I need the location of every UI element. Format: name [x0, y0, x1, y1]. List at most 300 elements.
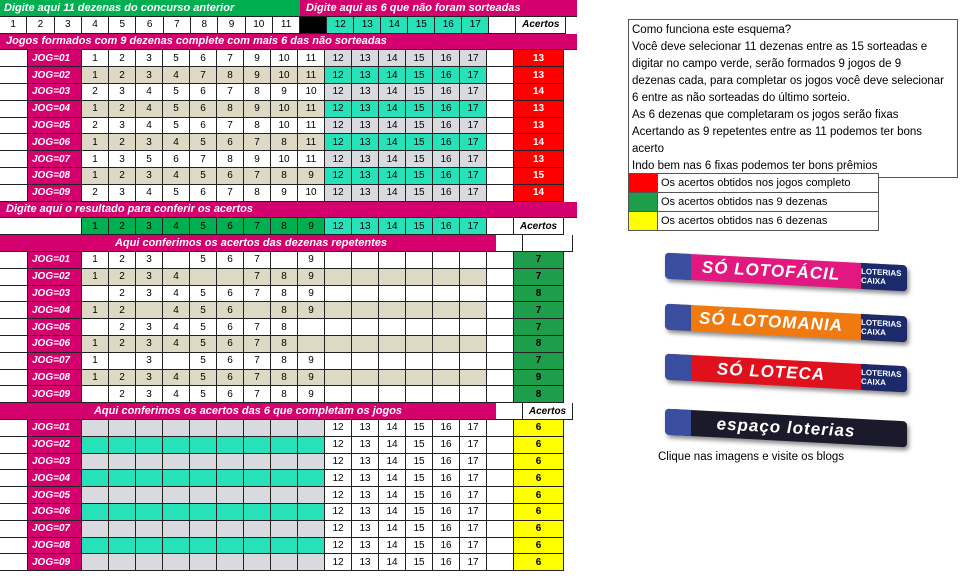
game-number: 10: [271, 67, 298, 84]
empty-cell: [379, 370, 406, 387]
nine-hits-badge: 7: [514, 302, 564, 319]
six-number: 16: [433, 504, 460, 521]
input-cell[interactable]: 8: [191, 17, 218, 34]
empty-cell: [82, 554, 109, 571]
hit-cell: 9: [298, 370, 325, 387]
game-number: 3: [109, 118, 136, 135]
empty-cell: [190, 470, 217, 487]
empty-cell: [433, 286, 460, 303]
empty-cell: [460, 370, 487, 387]
section1-table-row: [0, 151, 577, 168]
empty-cell: [136, 504, 163, 521]
empty-cell: [298, 521, 325, 538]
hit-cell: [163, 252, 190, 269]
empty-cell: [406, 302, 433, 319]
left-margin-cell: [0, 386, 28, 403]
section1-table-row: [0, 118, 577, 135]
result-input-cell[interactable]: 3: [136, 218, 163, 235]
spacer-cell: [487, 134, 514, 151]
input-cell[interactable]: 3: [55, 17, 82, 34]
result-input-cell[interactable]: 7: [244, 218, 271, 235]
six-number: 14: [379, 454, 406, 471]
empty-cell: [244, 538, 271, 555]
six-number: 13: [352, 454, 379, 471]
hit-cell: 2: [109, 319, 136, 336]
hit-cell: 8: [271, 370, 298, 387]
legend-text: Os acertos obtidos nas 6 dezenas: [661, 215, 828, 227]
hit-cell: 4: [163, 302, 190, 319]
spacer-cell: [487, 252, 514, 269]
blog-banner-link[interactable]: [665, 409, 907, 448]
game-extra-number: 14: [379, 168, 406, 185]
empty-cell: [406, 286, 433, 303]
hit-cell: 8: [271, 386, 298, 403]
empty-cell: [82, 420, 109, 437]
blog-banner-link[interactable]: [665, 304, 907, 343]
instructions-box: [628, 19, 958, 178]
game-number: 5: [163, 101, 190, 118]
section1-title-row: [0, 34, 577, 51]
hit-cell: 2: [109, 370, 136, 387]
game-number: 5: [190, 134, 217, 151]
hit-cell: 2: [109, 252, 136, 269]
input-cell[interactable]: 4: [82, 17, 109, 34]
empty-cell: [190, 554, 217, 571]
result-input-cell[interactable]: 4: [163, 218, 190, 235]
total-hits-badge: 13: [514, 67, 564, 84]
game-label: JOG=05: [28, 487, 82, 504]
result-extra-cell[interactable]: 14: [379, 218, 406, 235]
empty-cell: [163, 521, 190, 538]
six-number: 13: [352, 420, 379, 437]
hit-cell: 1: [82, 370, 109, 387]
nine-hits-badge: 7: [514, 353, 564, 370]
empty-cell: [136, 420, 163, 437]
result-extra-cell[interactable]: 16: [433, 218, 460, 235]
game-number: 5: [163, 185, 190, 202]
empty-cell: [82, 538, 109, 555]
left-margin-cell: [0, 118, 28, 135]
game-number: 4: [136, 84, 163, 101]
empty-cell: [298, 554, 325, 571]
six-number: 12: [325, 420, 352, 437]
empty-cell: [109, 504, 136, 521]
input-extra-cell[interactable]: 15: [408, 17, 435, 34]
left-margin-cell: [0, 353, 28, 370]
six-number: 13: [352, 538, 379, 555]
empty-cell: [298, 504, 325, 521]
section2-table-row: [0, 319, 577, 336]
game-number: 8: [271, 168, 298, 185]
empty-cell: [163, 554, 190, 571]
empty-cell: [325, 269, 352, 286]
game-number: 9: [244, 151, 271, 168]
game-extra-number: 16: [433, 118, 460, 135]
six-number: 16: [433, 487, 460, 504]
game-extra-number: 12: [325, 168, 352, 185]
blog-banner-link[interactable]: [665, 253, 907, 292]
spacer-cell: [487, 218, 514, 235]
input-cell[interactable]: 7: [164, 17, 191, 34]
empty-cell: [298, 538, 325, 555]
legend-item: [629, 193, 878, 212]
left-margin-cell: [0, 454, 28, 471]
spacer-cell: [487, 168, 514, 185]
hit-cell: 9: [298, 386, 325, 403]
empty-cell: [82, 454, 109, 471]
hit-cell: 5: [190, 319, 217, 336]
game-label: JOG=06: [28, 134, 82, 151]
spacer-cell: [487, 370, 514, 387]
empty-cell: [190, 538, 217, 555]
empty-cell: [136, 437, 163, 454]
empty-cell: [217, 487, 244, 504]
section2-table-row: [0, 302, 577, 319]
game-extra-number: 12: [325, 50, 352, 67]
instruction-line: Indo bem nas 6 fixas podemos ter bons prêmios: [632, 160, 878, 172]
result-input-cell[interactable]: 9: [298, 218, 325, 235]
empty-cell: [433, 353, 460, 370]
empty-cell: [433, 302, 460, 319]
six-number: 16: [433, 454, 460, 471]
empty-cell: [217, 538, 244, 555]
game-number: 5: [136, 151, 163, 168]
left-margin-cell: [0, 101, 28, 118]
game-number: 1: [82, 67, 109, 84]
banner-caixa-logo: LOTERIAS CAIXA: [861, 263, 907, 291]
banner-caixa-logo: LOTERIAS CAIXA: [861, 314, 907, 342]
game-extra-number: 16: [433, 101, 460, 118]
hit-cell: 4: [163, 370, 190, 387]
six-hits-badge: 6: [514, 454, 564, 471]
hit-cell: 7: [244, 386, 271, 403]
six-number: 14: [379, 420, 406, 437]
hit-cell: 3: [136, 269, 163, 286]
spacer-cell: [487, 319, 514, 336]
six-number: 16: [433, 521, 460, 538]
empty-cell: [271, 487, 298, 504]
game-number: 3: [109, 84, 136, 101]
result-input-cell[interactable]: 8: [271, 218, 298, 235]
empty-cell: [325, 386, 352, 403]
hit-cell: 6: [217, 353, 244, 370]
empty-cell: [217, 420, 244, 437]
empty-cell: [109, 538, 136, 555]
spacer-cell: [487, 454, 514, 471]
six-number: 12: [325, 538, 352, 555]
game-extra-number: 17: [460, 168, 487, 185]
empty-cell: [271, 454, 298, 471]
six-number: 15: [406, 487, 433, 504]
empty-cell: [163, 487, 190, 504]
result-input-cell[interactable]: 2: [109, 218, 136, 235]
six-number: 15: [406, 437, 433, 454]
empty-cell: [325, 302, 352, 319]
six-hits-badge: 6: [514, 521, 564, 538]
game-number: 7: [217, 185, 244, 202]
six-number: 13: [352, 487, 379, 504]
empty-cell: [271, 521, 298, 538]
hit-cell: [82, 386, 109, 403]
spacer-cell: [487, 554, 514, 571]
empty-cell: [406, 269, 433, 286]
empty-cell: [109, 554, 136, 571]
empty-cell: [460, 336, 487, 353]
section3-title-row: [0, 403, 577, 420]
six-hits-badge: 6: [514, 554, 564, 571]
game-label: JOG=09: [28, 185, 82, 202]
spacer-cell: [487, 353, 514, 370]
game-extra-number: 16: [433, 67, 460, 84]
game-extra-number: 17: [460, 84, 487, 101]
six-number: 15: [406, 554, 433, 571]
six-number: 17: [460, 554, 487, 571]
empty-cell: [460, 252, 487, 269]
game-number: 11: [298, 134, 325, 151]
input-extra-cell[interactable]: 13: [354, 17, 381, 34]
six-number: 12: [325, 470, 352, 487]
spacer-cell: [487, 50, 514, 67]
hit-cell: [298, 319, 325, 336]
left-margin-cell: [0, 319, 28, 336]
empty-cell: [352, 286, 379, 303]
game-number: 8: [244, 118, 271, 135]
empty-cell: [163, 538, 190, 555]
input-cell[interactable]: 11: [273, 17, 300, 34]
empty-cell: [379, 353, 406, 370]
game-number: 9: [244, 67, 271, 84]
left-margin-cell: [0, 521, 28, 538]
empty-cell: [433, 386, 460, 403]
hit-cell: 1: [82, 353, 109, 370]
game-label: JOG=07: [28, 353, 82, 370]
input-cell[interactable]: 5: [109, 17, 136, 34]
six-number: 12: [325, 521, 352, 538]
game-extra-number: 13: [352, 134, 379, 151]
empty-cell: [325, 252, 352, 269]
six-number: 15: [406, 538, 433, 555]
input-cell[interactable]: 6: [136, 17, 163, 34]
empty-cell: [217, 554, 244, 571]
game-number: 7: [190, 67, 217, 84]
hit-cell: 1: [82, 302, 109, 319]
game-number: 7: [244, 134, 271, 151]
game-label: JOG=02: [28, 67, 82, 84]
left-margin-cell: [0, 554, 28, 571]
input-cell[interactable]: 10: [246, 17, 273, 34]
game-label: JOG=07: [28, 521, 82, 538]
result-input-cell[interactable]: 6: [217, 218, 244, 235]
total-hits-badge: 15: [514, 168, 564, 185]
input-cell[interactable]: 1: [0, 17, 27, 34]
spacer-cell: [487, 269, 514, 286]
hit-cell: 3: [136, 386, 163, 403]
spacer-cell: [487, 185, 514, 202]
left-margin-cell: [0, 538, 28, 555]
input-extra-cell[interactable]: 12: [327, 17, 354, 34]
empty-cell: [352, 386, 379, 403]
six-hits-badge: 6: [514, 504, 564, 521]
section2-title: Aqui conferimos os acertos das dezenas repetentes: [0, 235, 496, 252]
hit-cell: [82, 319, 109, 336]
empty-cell: [82, 437, 109, 454]
empty-cell: [190, 437, 217, 454]
hit-cell: 3: [136, 370, 163, 387]
empty-cell: [163, 437, 190, 454]
empty-cell: [244, 487, 271, 504]
empty-cell: [244, 420, 271, 437]
hit-cell: 4: [163, 336, 190, 353]
empty-cell: [325, 370, 352, 387]
left-margin-cell: [0, 302, 28, 319]
empty-cell: [325, 286, 352, 303]
empty-cell: [379, 269, 406, 286]
empty-cell: [136, 454, 163, 471]
game-extra-number: 17: [460, 185, 487, 202]
hit-cell: 7: [244, 370, 271, 387]
game-extra-number: 13: [352, 168, 379, 185]
game-number: 2: [82, 185, 109, 202]
game-extra-number: 16: [433, 168, 460, 185]
six-number: 17: [460, 487, 487, 504]
blog-banner-link[interactable]: [665, 354, 907, 393]
game-number: 5: [163, 84, 190, 101]
empty-cell: [298, 454, 325, 471]
game-extra-number: 16: [433, 50, 460, 67]
section2-table-row: [0, 269, 577, 286]
result-extra-cell[interactable]: 17: [460, 218, 487, 235]
empty-cell: [352, 269, 379, 286]
result-row: [0, 218, 577, 235]
spacer-cell: [487, 84, 514, 101]
input-cell[interactable]: 2: [27, 17, 54, 34]
six-number: 16: [433, 420, 460, 437]
game-number: 11: [298, 118, 325, 135]
nine-hits-badge: 7: [514, 269, 564, 286]
section1-table-row: [0, 84, 577, 101]
result-extra-cell[interactable]: 12: [325, 218, 352, 235]
spacer-cell: [487, 118, 514, 135]
empty-cell: [136, 538, 163, 555]
game-number: 4: [163, 168, 190, 185]
spacer-cell: [487, 151, 514, 168]
left-margin-cell: [0, 286, 28, 303]
empty-cell: [136, 554, 163, 571]
game-number: 2: [109, 101, 136, 118]
game-extra-number: 16: [433, 134, 460, 151]
six-number: 17: [460, 437, 487, 454]
empty-cell: [82, 521, 109, 538]
hit-cell: 5: [190, 370, 217, 387]
six-number: 15: [406, 504, 433, 521]
game-extra-number: 16: [433, 151, 460, 168]
game-extra-number: 16: [433, 185, 460, 202]
banner-text: SÓ LOTECA: [716, 359, 826, 385]
six-number: 17: [460, 470, 487, 487]
empty-cell: [82, 487, 109, 504]
hit-cell: 3: [136, 319, 163, 336]
result-input-cell[interactable]: 5: [190, 218, 217, 235]
six-number: 13: [352, 521, 379, 538]
spacer-cell: [487, 521, 514, 538]
game-number: 1: [82, 50, 109, 67]
game-number: 6: [190, 84, 217, 101]
empty-cell: [352, 353, 379, 370]
banner-logo-icon: [665, 354, 691, 381]
empty-cell: [217, 437, 244, 454]
legend-swatch: [629, 174, 658, 192]
input-extra-cell[interactable]: 17: [462, 17, 489, 34]
banner-logo-icon: [665, 409, 691, 436]
result-input-cell[interactable]: 1: [82, 218, 109, 235]
section1-table-row: [0, 185, 577, 202]
game-extra-number: 15: [406, 118, 433, 135]
game-number: 4: [136, 101, 163, 118]
game-number: 2: [109, 67, 136, 84]
section2-table-row: [0, 370, 577, 387]
game-number: 5: [163, 50, 190, 67]
input-cell[interactable]: 9: [218, 17, 245, 34]
empty-cell: [460, 286, 487, 303]
six-number: 12: [325, 504, 352, 521]
hit-cell: [109, 353, 136, 370]
game-label: JOG=03: [28, 286, 82, 303]
input-extra-cell[interactable]: 16: [435, 17, 462, 34]
section1-table-row: [0, 134, 577, 151]
game-extra-number: 15: [406, 67, 433, 84]
result-extra-cell[interactable]: 13: [352, 218, 379, 235]
six-number: 15: [406, 521, 433, 538]
game-label: JOG=04: [28, 302, 82, 319]
hit-cell: 3: [136, 353, 163, 370]
six-number: 13: [352, 470, 379, 487]
empty-cell: [136, 521, 163, 538]
game-number: 9: [244, 50, 271, 67]
game-label: JOG=01: [28, 50, 82, 67]
hit-cell: [244, 302, 271, 319]
total-hits-badge: 14: [514, 134, 564, 151]
empty-cell: [406, 353, 433, 370]
result-extra-cell[interactable]: 15: [406, 218, 433, 235]
game-number: 9: [298, 168, 325, 185]
total-hits-badge: 14: [514, 84, 564, 101]
empty-cell: [190, 521, 217, 538]
empty-cell: [217, 454, 244, 471]
left-margin-cell: [0, 336, 28, 353]
game-extra-number: 15: [406, 134, 433, 151]
input-extra-cell[interactable]: 14: [381, 17, 408, 34]
hit-cell: 9: [298, 252, 325, 269]
spacer-cell: [487, 487, 514, 504]
result-title-row: [0, 202, 577, 219]
empty-cell: [190, 454, 217, 471]
game-label: JOG=08: [28, 168, 82, 185]
empty-cell: [271, 554, 298, 571]
game-number: 2: [109, 168, 136, 185]
section3-table-row: [0, 454, 577, 471]
hit-cell: 6: [217, 336, 244, 353]
empty-cell: [190, 487, 217, 504]
game-number: 1: [82, 168, 109, 185]
result-title: Digite aqui o resultado para conferir os acertos: [0, 202, 577, 219]
game-extra-number: 13: [352, 67, 379, 84]
empty-cell: [271, 504, 298, 521]
hit-cell: 6: [217, 319, 244, 336]
spacer-cell: [523, 235, 573, 252]
game-label: JOG=02: [28, 437, 82, 454]
empty-cell: [406, 370, 433, 387]
six-number: 17: [460, 538, 487, 555]
